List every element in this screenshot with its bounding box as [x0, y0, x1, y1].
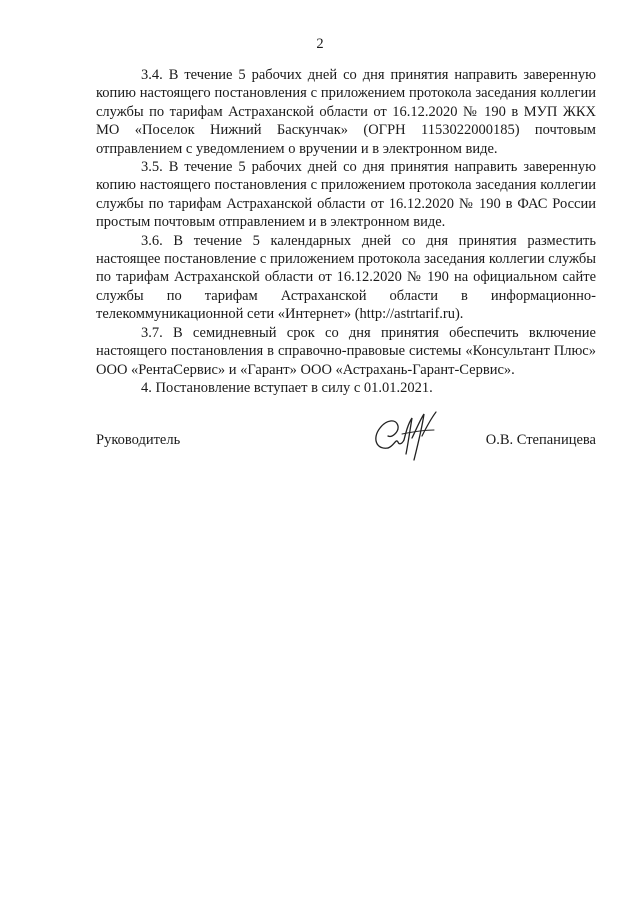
handwritten-signature-icon: [366, 408, 446, 466]
page-number: 2: [316, 36, 324, 52]
paragraph-3-7: 3.7. В семидневный срок со дня принятия обеспечить включение настоящего постановления в справочно-правовые системы «Консультант Плюс» ООО «РентаСервис» и «Гарант» ООО «Астрахань-Гарант-Сервис».: [96, 324, 596, 378]
document-body: [96, 66, 596, 397]
signer-name: О.В. Степаницева: [485, 432, 596, 448]
signer-position: Руководитель: [96, 432, 181, 448]
paragraph-4: 4. Постановление вступает в силу с 01.01.2021.: [141, 379, 433, 396]
paragraph-3-6: 3.6. В течение 5 календарных дней со дня принятия разместить настоящее постановление с приложением протокола заседания коллегии службы по тарифам Астраханской области от 16.12.2020 № 190 на официальном сайте службы по тарифам Астраханской области в информационно-телекоммуникационной сети «Интернет» (http://astrtarif.ru).: [96, 232, 596, 323]
signature-block: [96, 408, 596, 468]
paragraph-3-4: 3.4. В течение 5 рабочих дней со дня принятия направить заверенную копию настоящего постановления с приложением протокола заседания коллегии службы по тарифам Астраханской области от 16.12.2020 № 190 в МУП ЖКХ МО «Поселок Нижний Баскунчак» (ОГРН 1153022000185) почтовым отправлением с уведомлением о вручении и в электронном виде.: [96, 67, 596, 157]
paragraph-3-5: 3.5. В течение 5 рабочих дней со дня принятия направить заверенную копию настоящего постановления с приложением протокола заседания коллегии службы по тарифам Астраханской области от 16.12.2020 № 190 в ФАС России простым почтовым отправлением и в электронном виде.: [96, 159, 596, 231]
